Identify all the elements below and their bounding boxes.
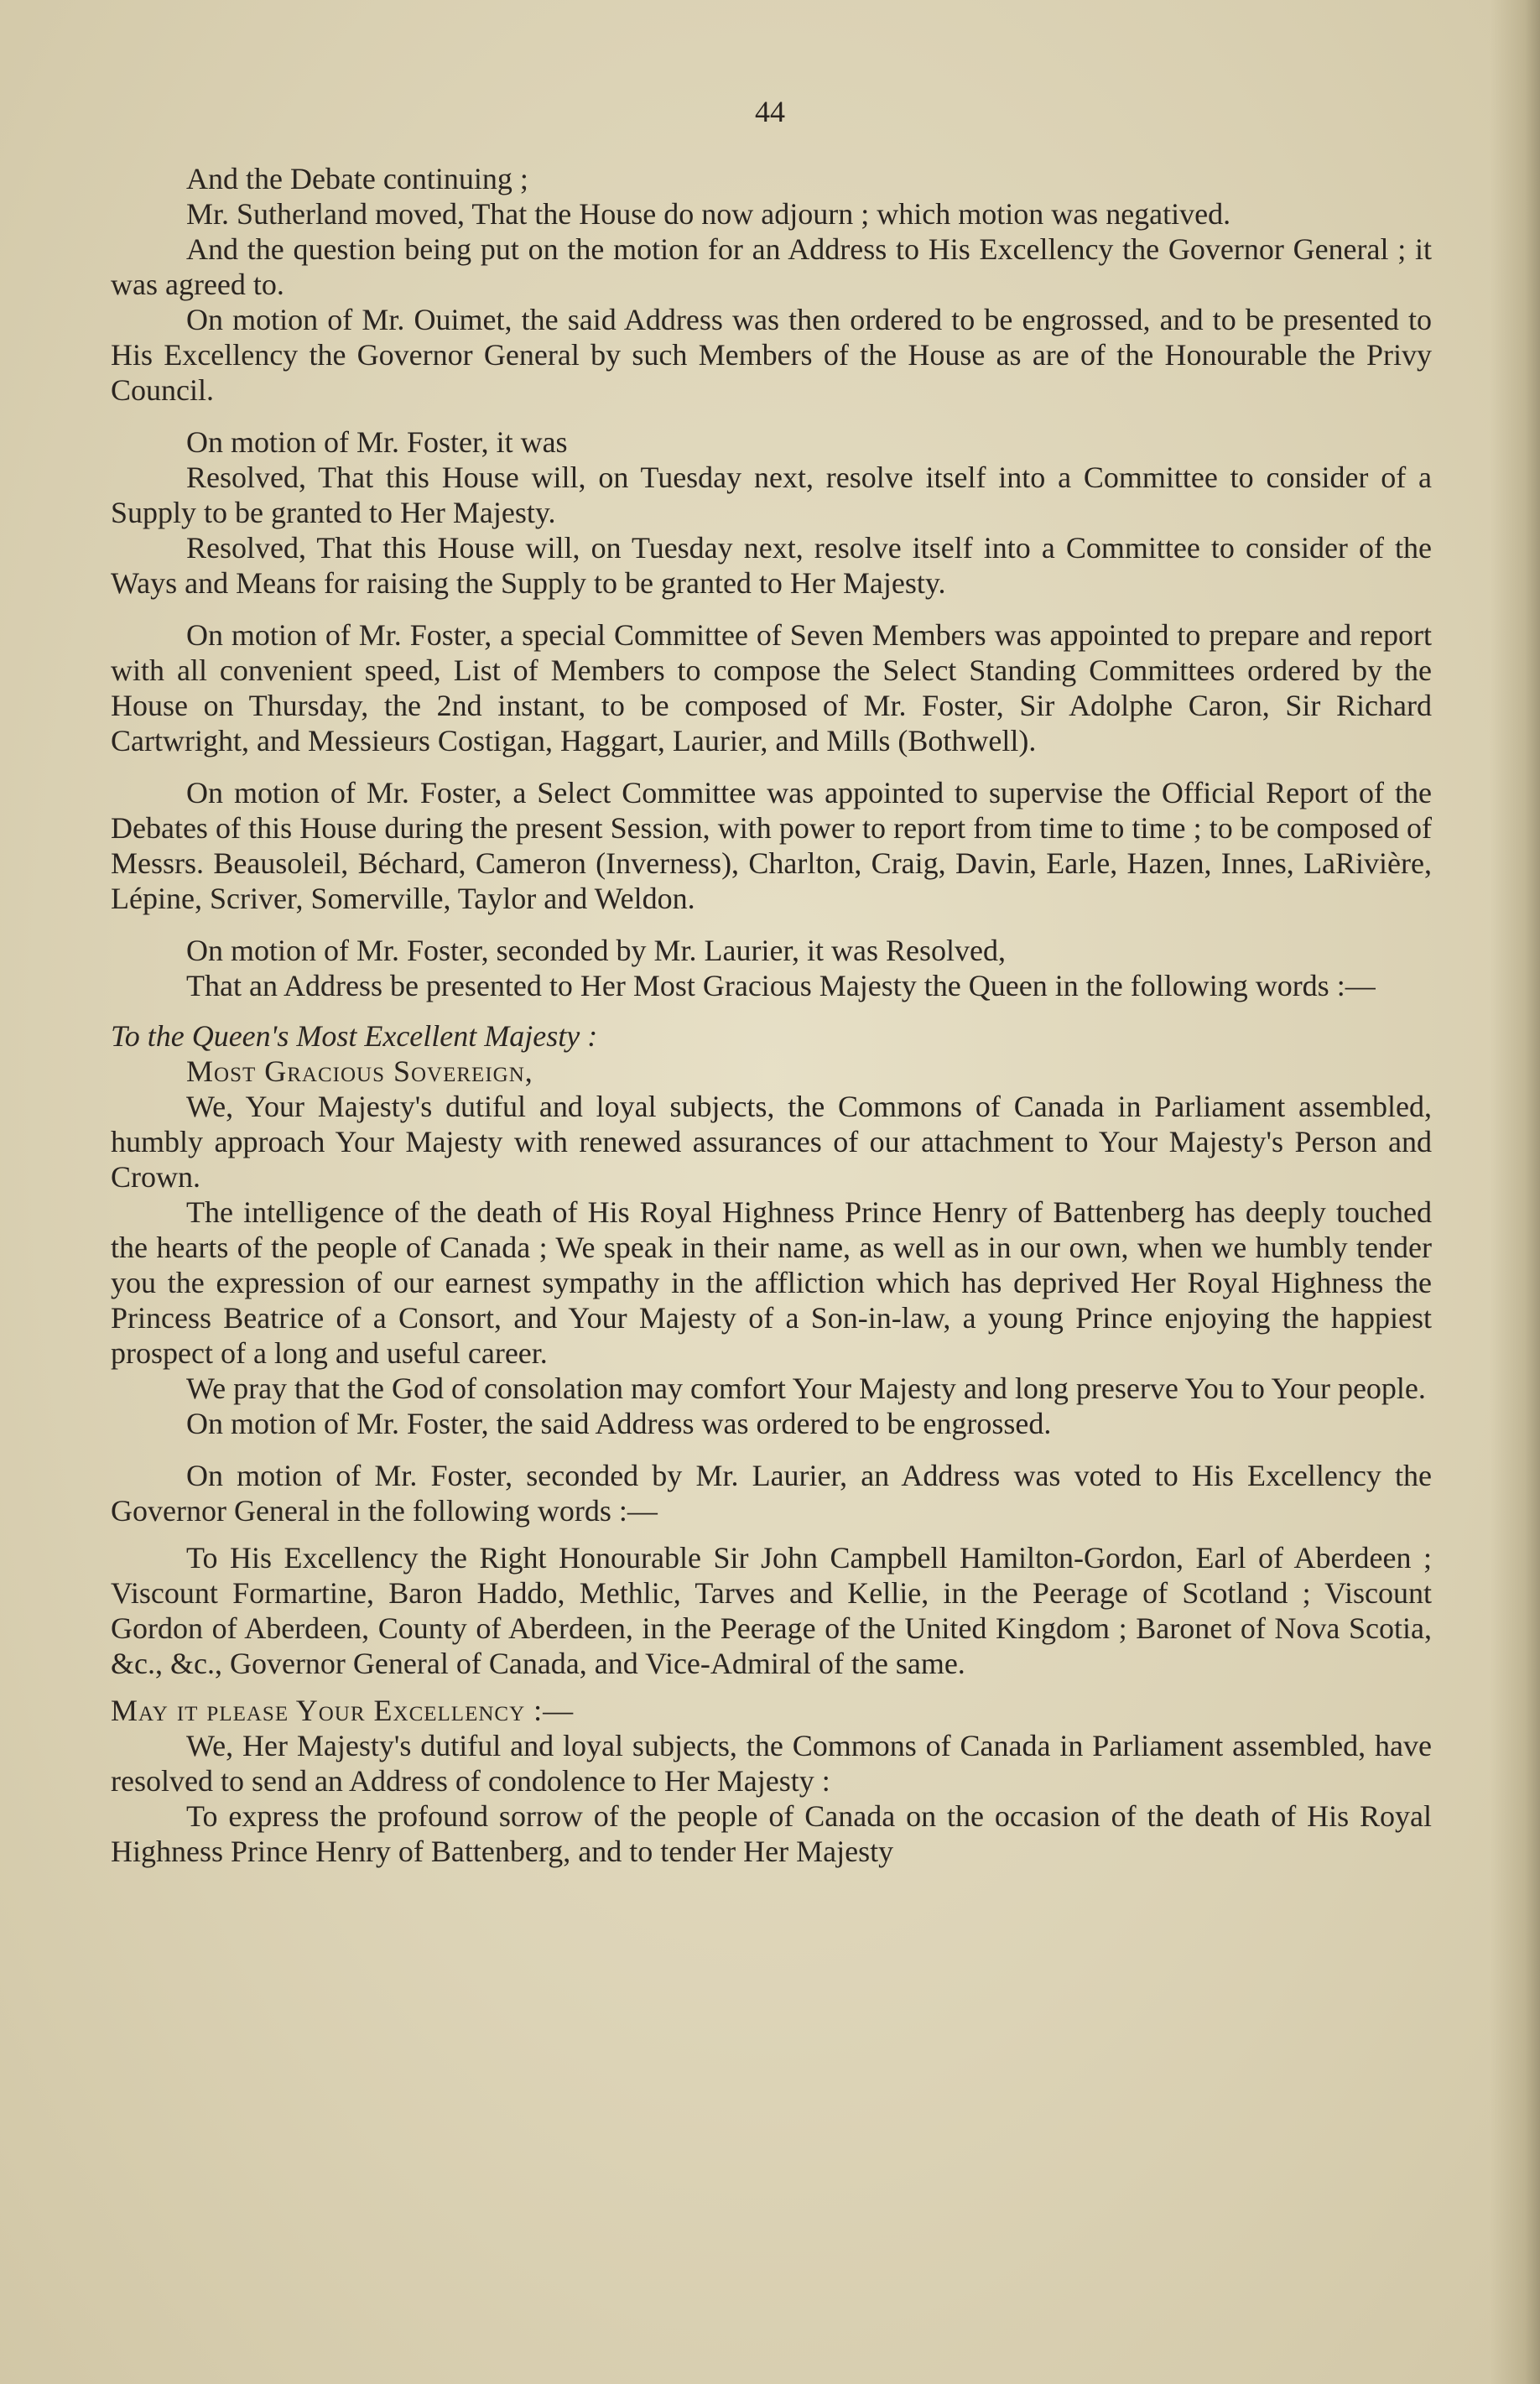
paragraph: We pray that the God of consolation may comfort Your Majesty and long preserve You to Your people. — [186, 1372, 1426, 1405]
paragraph: On motion of Mr. Foster, a special Committee of Seven Members was appointed to prepare and report with all convenient speed, List of Members to compose the Select Standing Committees ordered by the House on Thursday, the 2nd instant, to be composed of Mr. Foster, Sir Adolphe Caron, Sir Richard Cartwright, and Messieurs Costigan, Haggart, Laurier, and Mills (Bothwell). — [111, 618, 1432, 757]
paragraph: That an Address be presented to Her Most Gracious Majesty the Queen in the following words :— — [186, 969, 1376, 1002]
address-heading: To the Queen's Most Excellent Majesty : — [111, 1019, 598, 1053]
page-number: 44 — [755, 95, 785, 128]
paragraph: On motion of Mr. Foster, seconded by Mr. Laurier, it was Resolved, — [186, 934, 1006, 967]
salutation: Most Gracious Sovereign, — [186, 1054, 533, 1088]
paragraph: Resolved, That this House will, on Tuesday next, resolve itself into a Committee to consider of a Supply to be granted to Her Majesty. — [111, 461, 1432, 529]
paragraph: We, Your Majesty's dutiful and loyal subjects, the Commons of Canada in Parliament assembled, humbly approach Your Majesty with renewed assurances of our attachment to Your Majesty's Person and Crown. — [111, 1090, 1432, 1194]
paragraph: On motion of Mr. Foster, seconded by Mr. Laurier, an Address was voted to His Excellency the Governor General in the following words :— — [111, 1459, 1432, 1528]
address-recipient: To His Excellency the Right Honourable Sir John Campbell Hamilton-Gordon, Earl of Aberdeen ; Viscount Formartine, Baron Haddo, Methlic, Tarves and Kellie, in the Peerage of Scotland ; Viscount Gordon of Aberdeen, County of Aberdeen, in the Peerage of the United Kingdom ; Baronet of Nova Scotia, &c., &c., Governor General of Canada, and Vice-Admiral of the same. — [111, 1541, 1432, 1680]
paragraph: We, Her Majesty's dutiful and loyal subjects, the Commons of Canada in Parliament assembled, have resolved to send an Address of condolence to Her Majesty : — [111, 1729, 1432, 1798]
paragraph: On motion of Mr. Foster, a Select Committee was appointed to supervise the Official Report of the Debates of this House during the present Session, with power to report from time to time ; to be composed of Messrs. Beausoleil, Béchard, Cameron (Inverness), Charlton, Craig, Davin, Earle, Hazen, Innes, LaRivière, Lépine, Scriver, Somerville, Taylor and Weldon. — [111, 776, 1432, 915]
paragraph: The intelligence of the death of His Royal Highness Prince Henry of Battenberg has deeply touched the hearts of the people of Canada ; We speak in their name, as well as in our own, when we humbly tender you the expression of our earnest sympathy in the affliction which has deprived Her Royal Highness the Princess Beatrice of a Consort, and Your Majesty of a Son-in-law, a young Prince enjoying the happiest prospect of a long and useful career. — [111, 1195, 1432, 1370]
paragraph: And the Debate continuing ; — [186, 162, 528, 195]
paragraph: Resolved, That this House will, on Tuesday next, resolve itself into a Committee to consider of the Ways and Means for raising the Supply to be granted to Her Majesty. — [111, 531, 1432, 600]
paragraph: On motion of Mr. Ouimet, the said Address was then ordered to be engrossed, and to be presented to His Excellency the Governor General by such Members of the House as are of the Honourable the Privy Council. — [111, 303, 1432, 407]
page-edge-shadow — [1490, 0, 1540, 2384]
paragraph: On motion of Mr. Foster, it was — [186, 425, 568, 459]
paragraph: And the question being put on the motion for an Address to His Excellency the Governor General ; it was agreed to. — [111, 232, 1432, 301]
paragraph: Mr. Sutherland moved, That the House do now adjourn ; which motion was negatived. — [186, 197, 1231, 231]
page-body — [111, 161, 1432, 1869]
paragraph: On motion of Mr. Foster, the said Address was ordered to be engrossed. — [186, 1407, 1052, 1440]
paragraph: To express the profound sorrow of the people of Canada on the occasion of the death of His Royal Highness Prince Henry of Battenberg, and to tender Her Majesty — [111, 1799, 1432, 1868]
salutation: May it please Your Excellency :— — [111, 1694, 575, 1727]
